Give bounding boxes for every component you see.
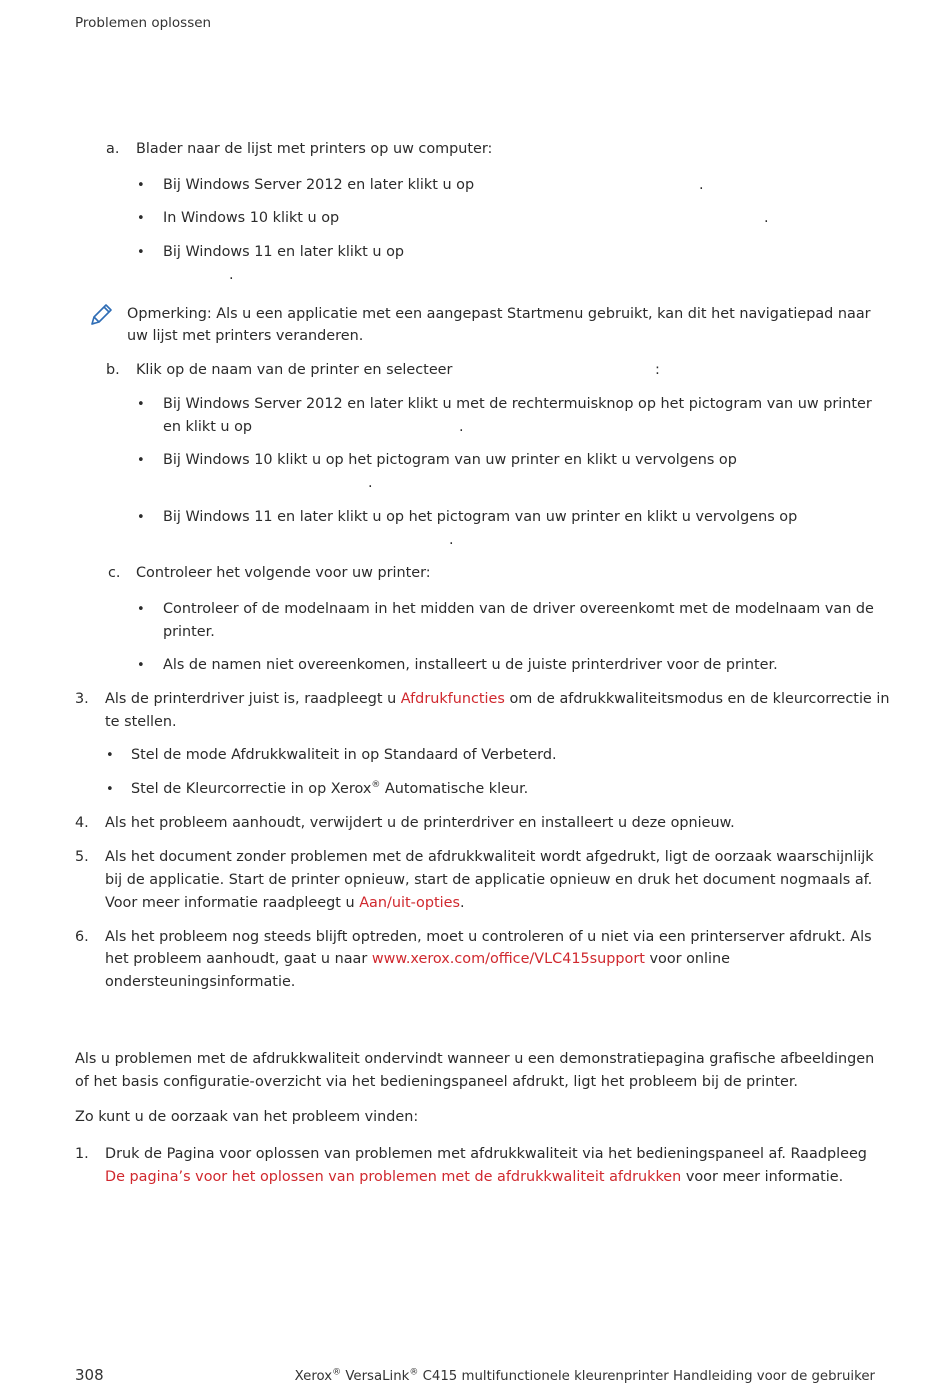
footer-rest: C415 multifunctionele kleurenprinter Handleiding voor de gebruiker xyxy=(418,1369,875,1384)
step-c-marker: c. xyxy=(108,565,121,581)
bullet: • xyxy=(137,510,145,525)
step-3-bullet-1: Stel de mode Afdrukkwaliteit in op Standaard of Verbeterd. xyxy=(131,747,557,763)
note-line-2: uw lijst met printers veranderen. xyxy=(127,328,364,344)
step-1-line-1: Druk de Pagina voor oplossen van problemen met afdrukkwaliteit via het bedieningspaneel af. Raadpleeg xyxy=(105,1146,867,1162)
step-6-marker: 6. xyxy=(75,929,89,945)
step-c-bullet-1-line-2: printer. xyxy=(163,624,215,640)
footer-brand: Xerox xyxy=(294,1369,333,1384)
bullet: • xyxy=(137,602,145,617)
paragraph-1-line-2: of het basis configuratie-overzicht via het bedieningspaneel afdrukt, ligt het probleem bij de printer. xyxy=(75,1074,798,1090)
link-xerox-support[interactable]: www.xerox.com/office/VLC415support xyxy=(371,951,645,967)
link-print-quality-pages[interactable]: De pagina’s voor het oplossen van problemen met de afdrukkwaliteit afdrukken xyxy=(105,1169,682,1185)
step-3-pre: Als de printerdriver juist is, raadpleegt u xyxy=(105,691,401,707)
bullet: • xyxy=(137,211,145,226)
step-6-line-2-pre: het probleem aanhoudt, gaat u naar xyxy=(105,951,372,967)
registered-mark: ® xyxy=(409,1367,419,1378)
step-3-marker: 3. xyxy=(75,691,89,707)
step-a-text: Blader naar de lijst met printers op uw computer: xyxy=(136,141,493,157)
step-b-text: Klik op de naam van de printer en selecteer xyxy=(136,362,453,378)
step-b-bullet-1-trail: . xyxy=(459,419,464,435)
step-b-bullet-2: Bij Windows 10 klikt u op het pictogram van uw printer en klikt u vervolgens op xyxy=(163,452,737,468)
link-aan-uit-opties[interactable]: Aan/uit-opties xyxy=(359,895,460,911)
step-4-text: Als het probleem aanhoudt, verwijdert u de printerdriver en installeert u deze opnieuw. xyxy=(105,815,735,831)
page-number: 308 xyxy=(75,1366,104,1384)
step-6-line-1: Als het probleem nog steeds blijft optreden, moet u controleren of u niet via een printerserver afdrukt. Als xyxy=(105,929,872,945)
step-5-line-3-post: . xyxy=(459,895,465,911)
step-c-bullet-2: Als de namen niet overeenkomen, installeert u de juiste printerdriver voor de printer. xyxy=(163,657,778,673)
step-5-marker: 5. xyxy=(75,849,89,865)
step-a-bullet-3: Bij Windows 11 en later klikt u op xyxy=(163,244,405,260)
paragraph-1-line-1: Als u problemen met de afdrukkwaliteit ondervindt wanneer u een demonstratiepagina grafische afbeeldingen xyxy=(75,1051,875,1067)
bullet: • xyxy=(137,658,145,673)
step-1-line-2 xyxy=(105,1166,843,1189)
step-a-bullet-2-trail: . xyxy=(764,210,769,226)
bullet: • xyxy=(137,397,145,412)
bullet: • xyxy=(137,245,145,260)
step-b-bullet-1-line-2: en klikt u op xyxy=(163,419,253,435)
step-b-trail: : xyxy=(655,362,660,378)
step-4-marker: 4. xyxy=(75,815,89,831)
registered-mark: ® xyxy=(371,780,381,791)
running-header: Problemen oplossen xyxy=(75,15,212,31)
bullet: • xyxy=(137,453,145,468)
bullet: • xyxy=(106,782,114,797)
step-b-bullet-2-trail: . xyxy=(368,475,373,491)
footer-title xyxy=(295,1366,875,1389)
step-6-line-2-post: voor online xyxy=(644,951,731,967)
step-b-bullet-3-trail: . xyxy=(449,532,454,548)
step-a-bullet-2: In Windows 10 klikt u op xyxy=(163,210,340,226)
pencil-icon xyxy=(88,302,114,328)
step-6-line-3: ondersteuningsinformatie. xyxy=(105,974,296,990)
paragraph-2: Zo kunt u de oorzaak van het probleem vinden: xyxy=(75,1109,419,1125)
bullet: • xyxy=(137,178,145,193)
step-3-bullet-2 xyxy=(131,778,528,801)
step-a-bullet-1-trail: . xyxy=(699,177,704,193)
step-b-bullet-1-line-1: Bij Windows Server 2012 en later klikt u met de rechtermuisknop op het pictogram van uw printer xyxy=(163,396,872,412)
step-5-line-3 xyxy=(105,892,465,915)
step-3-bullet-2-post: Automatische kleur. xyxy=(380,781,529,797)
step-5-line-3-pre: Voor meer informatie raadpleegt u xyxy=(105,895,360,911)
step-5-line-1: Als het document zonder problemen met de afdrukkwaliteit wordt afgedrukt, ligt de oorzaak waarschijnlijk xyxy=(105,849,874,865)
step-a-bullet-3-trail: . xyxy=(229,267,234,283)
step-c-text: Controleer het volgende voor uw printer: xyxy=(136,565,431,581)
registered-mark: ® xyxy=(332,1367,342,1378)
bullet: • xyxy=(106,748,114,763)
step-3-post: om de afdrukkwaliteitsmodus en de kleurcorrectie in xyxy=(504,691,890,707)
link-afdrukfuncties[interactable]: Afdrukfuncties xyxy=(400,691,505,707)
note-line-1: Opmerking: Als u een applicatie met een aangepast Startmenu gebruikt, kan dit het navigatiepad naar xyxy=(127,306,871,322)
step-3-line-2: te stellen. xyxy=(105,714,177,730)
step-c-bullet-1-line-1: Controleer of de modelnaam in het midden van de driver overeenkomt met de modelnaam van de xyxy=(163,601,874,617)
footer-product: VersaLink xyxy=(345,1369,410,1384)
step-b-bullet-3: Bij Windows 11 en later klikt u op het pictogram van uw printer en klikt u vervolgens op xyxy=(163,509,798,525)
step-3-line-1 xyxy=(105,688,889,711)
step-a-marker: a. xyxy=(106,141,120,157)
step-b-marker: b. xyxy=(106,362,120,378)
step-1-line-2-post: voor meer informatie. xyxy=(681,1169,844,1185)
step-6-line-2 xyxy=(105,948,730,971)
step-3-bullet-2-pre: Stel de Kleurcorrectie in op Xerox xyxy=(131,781,372,797)
step-a-bullet-1: Bij Windows Server 2012 en later klikt u op xyxy=(163,177,475,193)
step-5-line-2: bij de applicatie. Start de printer opnieuw, start de applicatie opnieuw en druk het document nogmaals af. xyxy=(105,872,873,888)
step-1-marker: 1. xyxy=(75,1146,89,1162)
